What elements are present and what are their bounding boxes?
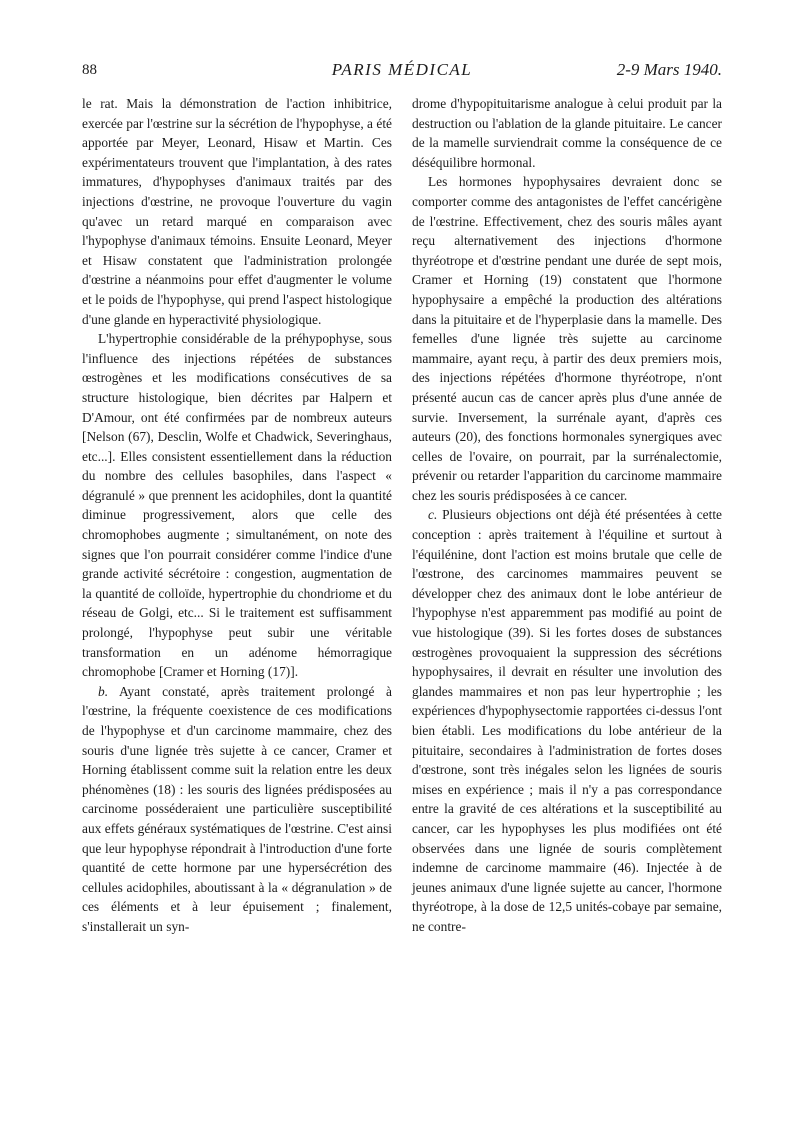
page-number: 88: [82, 62, 97, 78]
section-label: b.: [98, 683, 109, 699]
section-label: c.: [428, 507, 438, 523]
left-column: [82, 94, 392, 937]
journal-title: PARIS MÉDICAL: [331, 60, 473, 79]
paragraph: Les hormones hypophysaires devraient donc se comporter comme des antagonistes de l'effet cancérigène de l'œstrine. Effectivement, chez des souris mâles ayant reçu alternativement des injections d'hormone thyréotrope et d'œstrine pendant une durée de sept mois, Cramer et Horning (19) constatent que l'hormone hypophysaire a empêché la production des altérations dans la pituitaire et de l'hyperplasie dans la mamelle. Des femelles d'une lignée très sujette au carcinome mammaire, ayant reçu, à partir des deux premiers mois, des injections répétées d'hormone thyréotrope, n'ont présenté aucun cas de cancer après plus d'une année de survie. Inversement, la surrénale ayant, d'après ces auteurs (20), des fonctions hormonales synergiques avec celles de l'ovaire, on pourrait, par la surrénalectomie, prévenir ou retarder l'apparition du carcinome mammaire chez les souris prédisposées à ce cancer.: [412, 174, 722, 503]
issue-date: 2-9 Mars 1940.: [616, 60, 722, 79]
paragraph: le rat. Mais la démonstration de l'action inhibitrice, exercée par l'œstrine sur la sécrétion de l'hypophyse, a été apportée par Meyer, Leonard, Hisaw et Martin. Ces expérimentateurs trouvent que l'implantation, à des rates immatures, d'hypophyses d'animaux traités par des injections d'œstrine, ne provoque l'ouverture du vagin qu'avec un retard marqué en comparaison avec l'hypophyse d'animaux témoins. Ensuite Leonard, Meyer et Hisaw constatent que l'administration prolongée d'œstrine a néanmoins pour effet d'augmenter le volume et le poids de l'hypophyse, qui prend l'aspect histologique d'une glande en hyperactivité physiologique.: [82, 96, 392, 327]
paragraph: [82, 682, 392, 937]
paragraph: L'hypertrophie considérable de la préhypophyse, sous l'influence des injections répétées de substances œstrogènes et les modifications consécutives de sa structure histologique, bien décrites par Halpern et D'Amour, ont été confirmées par de nombreux auteurs [Nelson (67), Desclin, Wolfe et Chadwick, Severinghaus, etc...]. Elles consistent essentiellement dans la réduction du nombre des cellules basophiles, dans l'aspect « dégranulé » que prennent les acidophiles, dont la quantité diminue progressivement, alors que celle des chromophobes augmente ; simultanément, on note des signes que l'on pourrait considérer comme l'indice d'une grande activité sécrétoire : congestion, augmentation de la quantité de colloïde, hypertrophie du chondriome et du réseau de Golgi, etc... Si le traitement est suffisamment prolongé, l'hypophyse peut subir une véritable transformation en un adénome hémorragique chromophobe [Cramer et Horning (17)].: [82, 331, 392, 680]
paragraph: drome d'hypopituitarisme analogue à celui produit par la destruction ou l'ablation de la glande pituitaire. Le cancer de la mamelle surviendrait comme la conséquence de ce déséquilibre hormonal.: [412, 96, 722, 170]
paragraph-text: Ayant constaté, après traitement prolongé à l'œstrine, la fréquente coexistence de ces modifications de l'hypophyse et d'un carcinome mammaire, chez des souris d'une lignée très sujette à ce cancer, Cramer et Horning établissent comme suit la relation entre les deux phénomènes (18) : les souris des lignées prédisposées au carcinome posséderaient une particulière susceptibilité aux effets généraux systématiques de l'œstrine. C'est ainsi que leur hypophyse répondrait à l'introduction d'une forte quantité de cette hormone par une hypersécrétion des cellules acidophiles, aboutissant à la « dégranulation » de ces éléments et à leur épuisement ; finalement, s'installerait un syn-: [82, 683, 392, 934]
paragraph: [412, 505, 722, 936]
page-header: [82, 62, 722, 86]
paragraph-text: Plusieurs objections ont déjà été présentées à cette conception : après traitement à l'équiline et surtout à l'équilénine, dont l'action est moins brutale que celle de l'œstrone, des carcinomes mammaires peuvent se développer chez des animaux dont le lobe antérieur de l'hypophyse n'est apparemment pas modifié au point de vue histologique (39). Si les fortes doses de substances œstrogènes provoquaient la suppression des sécrétions hypophysaires, il devrait en résulter une involution des glandes mammaires et non pas leur hypertrophie ; les expériences d'hypophysectomie rapportées ci-dessus l'ont bien établi. Les modifications du lobe antérieur de la pituitaire, secondaires à l'administration de fortes doses d'œstrone, sont très inégales selon les lignées de souris mises en expérience ; mais il n'y a pas correspondance entre la gravité de ces altérations et la susceptibilité au cancer, car les hypophyses les plus modifiées ont été observées dans une lignée de souris complètement indemne de carcinome mammaire (46). Injectée à de jeunes animaux d'une lignée sujette au cancer, l'hormone thyréotrope, à la dose de 12,5 unités-cobaye par semaine, ne contre-: [412, 507, 722, 934]
right-column: [412, 94, 722, 937]
